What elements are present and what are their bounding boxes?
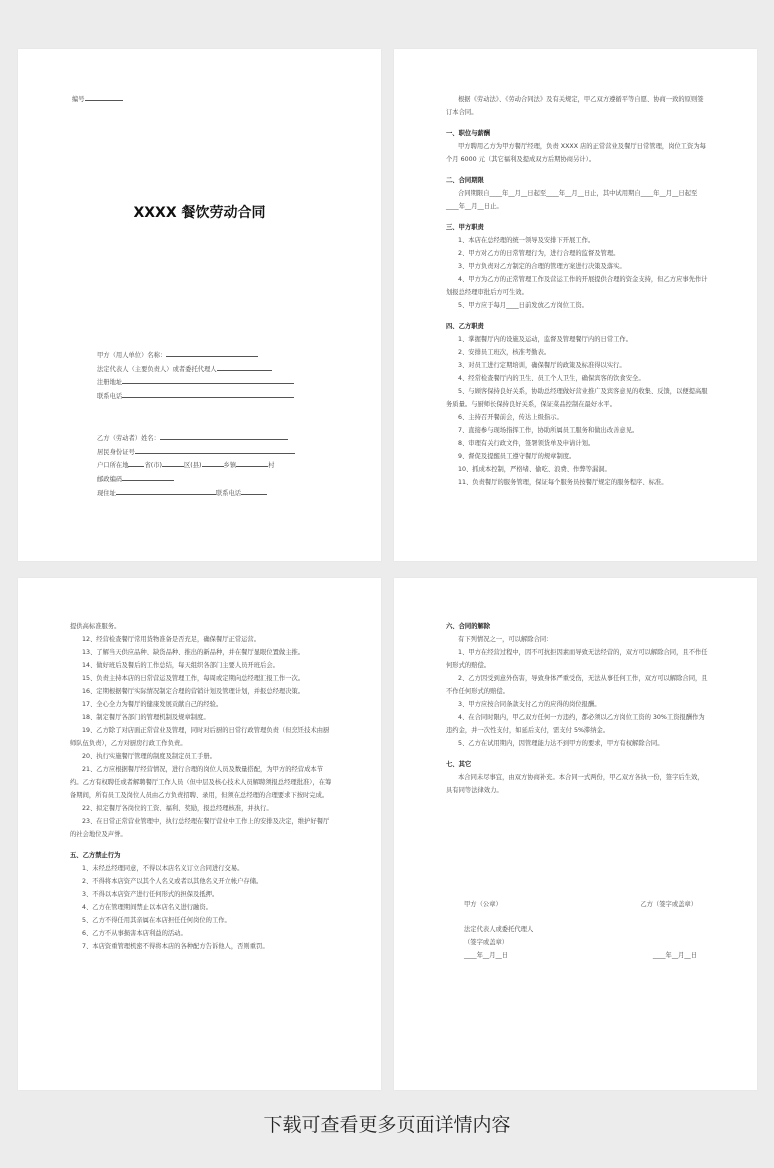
party-b-name-field: 乙方（劳动者）姓名： (97, 432, 295, 446)
party-b-postcode-field: 邮政编码 (97, 473, 295, 487)
list-item: 19、乙方除了对店面正常营业及管理，同时对后厨的日常行政管理负责（但烹饪技术由厨师队伍负责），乙方对厨房行政工作负责。 (70, 727, 330, 747)
list-item: 15、负责主持本店的日常营运及管理工作，每周或定期向总经理汇报工作一次。 (82, 675, 305, 682)
download-more-caption: 下载可查看更多页面详情内容 (263, 1114, 511, 1136)
list-item: 10、抓成本控制，严格堵、偷吃、浪费、作弊等漏洞。 (458, 466, 611, 473)
contract-title: XXXX 餐饮劳动合同 (133, 205, 266, 221)
list-item: 7、直接参与现场指挥工作，协助所属员工服务和做出改善意见。 (458, 427, 639, 434)
signature-party-row (464, 898, 697, 911)
representative-sign-note: （签字或盖章） (464, 939, 509, 946)
party-a-phone-field: 联系电话 (97, 390, 294, 404)
list-item: 9、督促及提醒员工遵守餐厅的规章制度。 (458, 453, 576, 460)
list-item: 1、掌握餐厅内的设施及运动，监督及管理餐厅内的日常工作。 (458, 336, 633, 343)
list-item: 4、甲方为乙方的正常管理工作及营运工作的开展提供合理的资金支持，但乙方应事先作计划报总经理审批后方可生效。 (446, 276, 708, 296)
representative-label: 法定代表人或委托代理人 (464, 926, 534, 933)
party-b-date: ____年__月__日 (652, 952, 697, 959)
list-item: 5、与顾客保持良好关系，协助总经理做好营业推广及宾客意见的收集、反馈，以便提高服务质量。与厨师长保持良好关系，保证菜品控制在最好水平。 (446, 388, 708, 408)
list-item: 2、乙方因受到意外伤害，导致身体严重受伤，无法从事任何工作，双方可以解除合同，且不作任何形式的赔偿。 (446, 675, 708, 695)
list-item: 1、本店在总经理的统一领导及安排下开展工作。 (458, 237, 595, 244)
list-item: 5、乙方在试用期内，因管理能力达不到甲方的要求，甲方有权解除合同。 (458, 740, 664, 747)
section-3-title: 三、甲方职责 (446, 224, 484, 231)
intro-paragraph: 根据《劳动法》、《劳动合同法》及有关规定，甲乙双方遵循平等自愿、协商一致的原则签订本合同。 (446, 96, 704, 116)
list-item: 13、了解当天供应品种、缺货品种、推出的新品种，并在餐厅显眼位置做主推。 (82, 649, 305, 656)
section-1-title: 一、职位与薪酬 (446, 130, 491, 137)
continued-text: 提供高标准服务。 (70, 623, 121, 630)
list-item: 1、未经总经理同意，不得以本店名义订立合同进行交易。 (82, 865, 244, 872)
signature-block (464, 898, 697, 962)
list-item: 3、甲方应按合同条款支付乙方的应得的岗位报酬。 (458, 701, 601, 708)
list-item: 17、全心全力为餐厅的健康发展贡献自己的经验。 (82, 701, 223, 708)
page3-body (70, 620, 333, 953)
page-terms-1 (394, 49, 757, 561)
list-item: 2、安排员工班次，核准考勤表。 (458, 349, 551, 356)
list-item: 20、执行实施餐厅管理的制度及制定员工手册。 (82, 753, 216, 760)
section-1-text: 甲方聘用乙方为甲方餐厅经理，负责 XXXX 店的正常营业及餐厅日常管理，岗位工资为每个月 6000 元（其它福利及提成双方后期协商另计）。 (446, 143, 706, 163)
contract-number: 编号 (72, 93, 123, 103)
list-item: 22、拟定餐厅各岗位的工资、福利、奖励，报总经理核准，并执行。 (82, 805, 273, 812)
list-item: 14、做好班后及餐后的工作总结，每天组织各部门主要人员开班后会。 (82, 662, 279, 669)
list-item: 18、制定餐厅各部门的管理机制及规章制度。 (82, 714, 210, 721)
party-b-address-field: 现住址 联系电话 (97, 487, 295, 501)
party-a-fields (97, 349, 294, 404)
list-item: 7、本店资重管理机密不得将本店的各种配方告诉他人，否则重罚。 (82, 943, 269, 950)
list-item: 16、定期根据餐厅实际情况制定合理的营销计划及管理计划，并报总经理决策。 (82, 688, 305, 695)
party-b-fields (97, 432, 295, 501)
list-item: 4、经常检查餐厅内的卫生、员工个人卫生，确保宾客的饮食安全。 (458, 375, 645, 382)
party-b-sign-label: 乙方（签字或盖章） (640, 901, 697, 908)
party-a-address-field: 注册地址 (97, 376, 294, 390)
party-b-id-field: 居民身份证号 (97, 446, 295, 460)
list-item: 6、主持召开餐前会，传达上级指示。 (458, 414, 563, 421)
party-b-hukou-field: 户口所在地 省(市) 区(县) 乡镇 村 (97, 459, 295, 473)
section-7-text: 本合同未尽事宜，由双方协商补充。本合同一式两份，甲乙双方各执一份，签字后生效，具有同等法律效力。 (446, 774, 704, 794)
list-item: 3、对员工进行定期培训，确保餐厅的政策及标准得以实行。 (458, 362, 626, 369)
section-2-text: 合同期限自____年__月__日起至____年__月__日止，其中试用期自____年__月__日起至____年__月__日止。 (446, 190, 698, 210)
page-cover (18, 49, 381, 561)
section-6-title: 六、合同的解除 (446, 623, 491, 630)
page4-body (446, 620, 709, 797)
section-2-title: 二、合同期限 (446, 177, 484, 184)
section-7-title: 七、其它 (446, 761, 472, 768)
party-a-name-field: 甲方（用人单位）名称： (97, 349, 294, 363)
page-terms-3 (394, 578, 757, 1090)
list-item: 3、不得以本店资产进行任何形式的担保及抵押。 (82, 891, 219, 898)
list-item: 4、乙方在管理期间禁止以本店名义进行融资。 (82, 904, 212, 911)
list-item: 11、负责餐厅的服务管理，保证每个服务员按餐厅规定的服务程序、标准。 (458, 479, 668, 486)
section-6-lead: 有下列情况之一，可以解除合同： (458, 636, 553, 643)
signature-date-row (464, 949, 697, 962)
list-item: 8、审理有关行政文件，签署领货单及申请计划。 (458, 440, 595, 447)
contract-number-blank (85, 93, 123, 101)
list-item: 23、在日常正常营业管理中，执行总经理在餐厅营业中工作上的安排及决定，维护好餐厅的社会地位及声誉。 (70, 818, 330, 838)
list-item: 2、甲方对乙方的日常管理行为，进行合理的监督及管理。 (458, 250, 620, 257)
list-item: 5、甲方应于每月____日前发放乙方岗位工资。 (458, 302, 588, 309)
list-item: 2、不得将本店资产以其个人名义或者以其他名义开立帐户存储。 (82, 878, 263, 885)
list-item: 3、甲方负责对乙方制定的合理的管理方案进行决策及落实。 (458, 263, 626, 270)
party-a-rep-field: 法定代表人（主要负责人）或者委托代理人 (97, 363, 294, 377)
section-4-title: 四、乙方职责 (446, 323, 484, 330)
list-item: 1、甲方在经营过程中，因不可抗拒因素而导致无法经营的，双方可以解除合同，且不作任何形式的赔偿。 (446, 649, 708, 669)
list-item: 21、乙方应根据餐厅经营情况，进行合理的岗位人员及数量搭配，为甲方的经营成本节约。乙方有权聘任或者解聘餐厅工作人员（但中层及核心技术人员解聘须报总经理批准），在筹备期间，所有员工及岗位人员由乙方负责招聘、录用，但须在总经理的合理要求下按时完成。 (70, 766, 332, 799)
list-item: 5、乙方不得任用其亲属在本店担任任何岗位的工作。 (82, 917, 231, 924)
party-a-date: ____年__月__日 (464, 952, 509, 959)
page-terms-2 (18, 578, 381, 1090)
list-item: 12、经营检查餐厅常用货物准备是否充足，确保餐厅正常运营。 (82, 636, 261, 643)
list-item: 6、乙方不从事损害本店利益的活动。 (82, 930, 187, 937)
section-5-title: 五、乙方禁止行为 (70, 852, 121, 859)
page2-body (446, 93, 709, 489)
party-a-seal-label: 甲方（公章） (464, 901, 502, 908)
list-item: 4、在合同时限内，甲乙双方任何一方违约，都必须以乙方岗位工资的 30%工资报酬作为违约金，并一次性支付，如延后支付，需支付 5%滞纳金。 (446, 714, 705, 734)
